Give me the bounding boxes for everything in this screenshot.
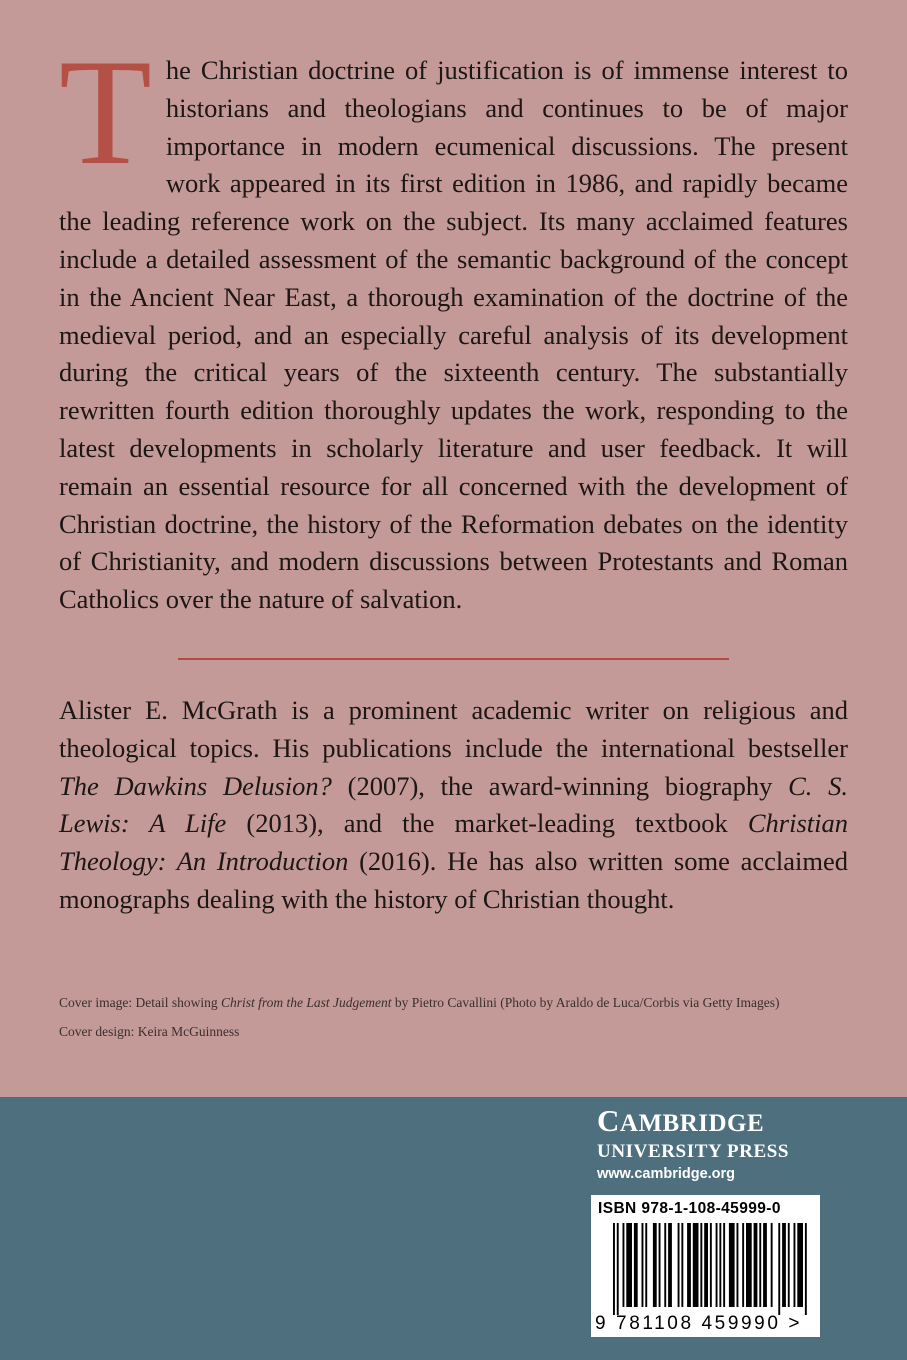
barcode-bar (681, 1223, 683, 1307)
barcode-bar (623, 1223, 625, 1307)
barcode-bar (737, 1223, 739, 1307)
barcode-bar (719, 1223, 721, 1307)
barcode-bar (778, 1223, 780, 1315)
bio-part-4: (2016). He has also written some acclaimed monographs dealing with the history of Christian thought. (59, 846, 848, 914)
cover-image-credit (59, 988, 859, 1017)
barcode-bar (642, 1223, 644, 1307)
barcode-bar (704, 1223, 708, 1307)
blurb-text: he Christian doctrine of justification is of immense interest to historians and theologians and continues to be of major importance in modern ecumenical discussions. The present work appeared in its first edition in 1986, and rapidly became the leading reference work on the subject. Its many acclaimed features include a detailed assessment of the semantic background of the concept in the Ancient Near East, a thorough examination of the doctrine of the medieval period, and an especially careful analysis of its development during the critical years of the sixteenth century. The substantially rewritten fourth edition thoroughly updates the work, responding to the latest developments in scholarly literature and user feedback. It will remain an essential resource for all concerned with the development of Christian doctrine, the history of the Reformation debates on the identity of Christianity, and modern discussions between Protestants and Roman Catholics over the nature of salvation. (59, 55, 848, 615)
drop-cap: T (59, 28, 152, 196)
barcode-bar (805, 1223, 807, 1315)
barcode-bar (710, 1223, 712, 1307)
barcode-bars (591, 1219, 820, 1317)
credit-suffix: by Pietro Cavallini (Photo by Araldo de Luca/Corbis via Getty Images) (391, 995, 780, 1010)
credit-prefix: Cover image: Detail showing (59, 995, 221, 1010)
barcode-bar (782, 1223, 786, 1307)
publisher-logo (597, 1104, 827, 1185)
barcode-bar (723, 1223, 725, 1307)
isbn-label: ISBN 978-1-108-45999-0 (598, 1200, 781, 1217)
publisher-subtitle: UNIVERSITY PRESS (597, 1141, 790, 1162)
cover-credits (59, 988, 859, 1046)
barcode-bar (664, 1223, 666, 1307)
barcode (591, 1195, 820, 1337)
barcode-bar (788, 1223, 790, 1307)
publisher-name-cap: C (597, 1103, 620, 1138)
barcode-bar (617, 1223, 619, 1315)
bio-part-2: (2007), the award-winning biography (331, 770, 789, 801)
barcode-bar (693, 1223, 699, 1307)
section-divider (178, 658, 729, 660)
barcode-bar (634, 1223, 638, 1307)
credit-artwork-title: Christ from the Last Judgement (220, 995, 392, 1010)
publisher-name (597, 1104, 827, 1141)
barcode-bar (678, 1223, 680, 1307)
bio-part-3: (2013), and the market-leading textbook (226, 808, 748, 839)
barcode-bar (742, 1223, 744, 1307)
barcode-bar (668, 1223, 672, 1307)
barcode-digits: 9 781108 459990 > (595, 1313, 803, 1334)
bio-part-1: Alister E. McGrath is a prominent academic writer on religious and theological topics. His publications include the international bestseller (59, 695, 848, 763)
barcode-bar (771, 1223, 773, 1307)
barcode-bar (687, 1223, 691, 1307)
description-blurb (59, 28, 848, 619)
barcode-bar (754, 1223, 758, 1307)
publisher-url: www.cambridge.org (597, 1166, 736, 1182)
barcode-bar (653, 1223, 657, 1307)
barcode-bar (763, 1223, 767, 1307)
barcode-bar (746, 1223, 752, 1307)
barcode-bar (729, 1223, 735, 1307)
barcode-bar (626, 1223, 632, 1307)
barcode-bar (700, 1223, 702, 1307)
barcode-bar (716, 1223, 718, 1307)
bio-title-1: The Dawkins Delusion? (59, 770, 332, 801)
bio-title-2: C. S. Lewis: A Life (59, 770, 848, 839)
barcode-bar (794, 1223, 796, 1307)
cover-design-credit: Cover design: Keira McGuinness (59, 1024, 240, 1039)
publisher-name-rest: AMBRIDGE (619, 1110, 765, 1137)
barcode-bar (797, 1223, 803, 1307)
barcode-bar (613, 1223, 615, 1315)
barcode-bar (759, 1223, 761, 1307)
barcode-bar (645, 1223, 647, 1307)
author-bio (59, 692, 848, 919)
barcode-bar (659, 1223, 661, 1307)
bio-title-3: Christian Theology: An Introduction (59, 808, 849, 877)
